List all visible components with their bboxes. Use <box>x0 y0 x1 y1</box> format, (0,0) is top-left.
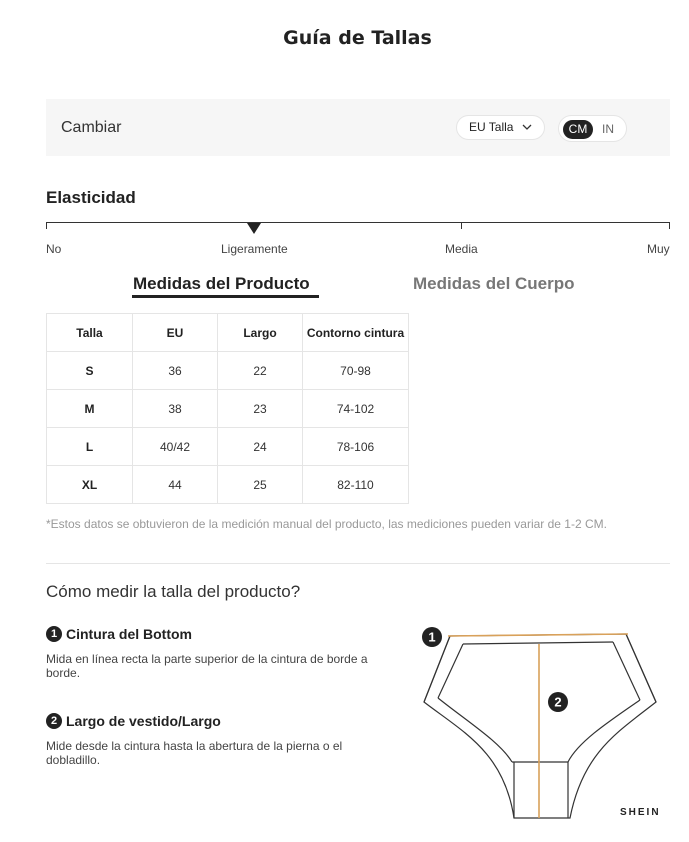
step-description: Mide desde la cintura hasta la abertura de la pierna o el dobladillo. <box>46 739 343 767</box>
table-cell: 74-102 <box>303 390 409 428</box>
size-system-value: EU Talla <box>469 120 514 134</box>
tab-product-measurements[interactable]: Medidas del Producto <box>133 274 310 293</box>
brand-logo: SHEIN <box>620 807 661 818</box>
step-description: Mida en línea recta la parte superior de la cintura de borde a borde. <box>46 652 368 680</box>
table-header: EU <box>133 314 218 352</box>
table-cell: 23 <box>218 390 303 428</box>
leg-band-right <box>613 634 656 702</box>
leg-opening-right <box>568 700 640 762</box>
table-cell: 25 <box>218 466 303 504</box>
table-header: Talla <box>47 314 133 352</box>
measurement-footnote: *Estos datos se obtuvieron de la medición manual del producto, las mediciones pueden variar de 1-2 CM. <box>46 517 607 531</box>
elasticity-marker-icon <box>247 223 261 234</box>
unit-option-cm[interactable]: CM <box>563 120 593 139</box>
elasticity-tick <box>669 222 670 229</box>
marker-2-label: 2 <box>554 694 562 710</box>
table-cell: 82-110 <box>303 466 409 504</box>
page-title: Guía de Tallas <box>283 27 432 49</box>
table-cell: 24 <box>218 428 303 466</box>
step-title: Cintura del Bottom <box>66 626 192 642</box>
step-title: Largo de vestido/Largo <box>66 713 221 729</box>
step-number-icon: 2 <box>46 713 62 729</box>
table-row <box>47 428 409 466</box>
size-table <box>46 313 409 504</box>
gusset <box>512 762 568 818</box>
unit-bar-label: Cambiar <box>61 119 122 136</box>
table-cell: S <box>47 352 133 390</box>
table-cell: 78-106 <box>303 428 409 466</box>
table-header: Contorno cintura <box>303 314 409 352</box>
table-cell: 36 <box>133 352 218 390</box>
table-row <box>47 390 409 428</box>
marker-1-label: 1 <box>428 629 436 645</box>
table-cell: 44 <box>133 466 218 504</box>
table-row <box>47 466 409 504</box>
elasticity-label-very: Muy <box>647 242 670 256</box>
elasticity-label-slight: Ligeramente <box>221 242 288 256</box>
unit-toggle <box>558 115 627 142</box>
table-cell: M <box>47 390 133 428</box>
chevron-down-icon <box>522 124 532 131</box>
bottom-garment-diagram <box>418 622 663 822</box>
garment-outline <box>424 634 656 818</box>
section-divider <box>46 563 670 564</box>
table-cell: L <box>47 428 133 466</box>
table-cell: 22 <box>218 352 303 390</box>
unit-bar <box>46 99 670 156</box>
table-header: Largo <box>218 314 303 352</box>
elasticity-label-no: No <box>46 242 62 256</box>
table-row <box>47 352 409 390</box>
table-cell: XL <box>47 466 133 504</box>
table-cell: 70-98 <box>303 352 409 390</box>
waist-measure-line <box>448 634 628 636</box>
table-header-row <box>47 314 409 352</box>
elasticity-tick <box>461 222 462 229</box>
size-system-select[interactable] <box>456 115 545 140</box>
measure-step-length <box>46 713 386 767</box>
active-tab-indicator <box>132 295 319 298</box>
elasticity-tick <box>46 222 47 229</box>
elasticity-title: Elasticidad <box>46 188 136 207</box>
table-cell: 38 <box>133 390 218 428</box>
leg-opening-left <box>438 698 512 762</box>
step-number-icon: 1 <box>46 626 62 642</box>
how-to-measure-title: Cómo medir la talla del producto? <box>46 582 301 601</box>
waistband-line <box>463 642 613 644</box>
unit-option-in[interactable]: IN <box>602 122 614 136</box>
elasticity-label-medium: Media <box>445 242 478 256</box>
measure-step-waist <box>46 626 386 680</box>
table-cell: 40/42 <box>133 428 218 466</box>
elasticity-scale <box>46 222 670 223</box>
tab-body-measurements[interactable]: Medidas del Cuerpo <box>413 274 575 293</box>
